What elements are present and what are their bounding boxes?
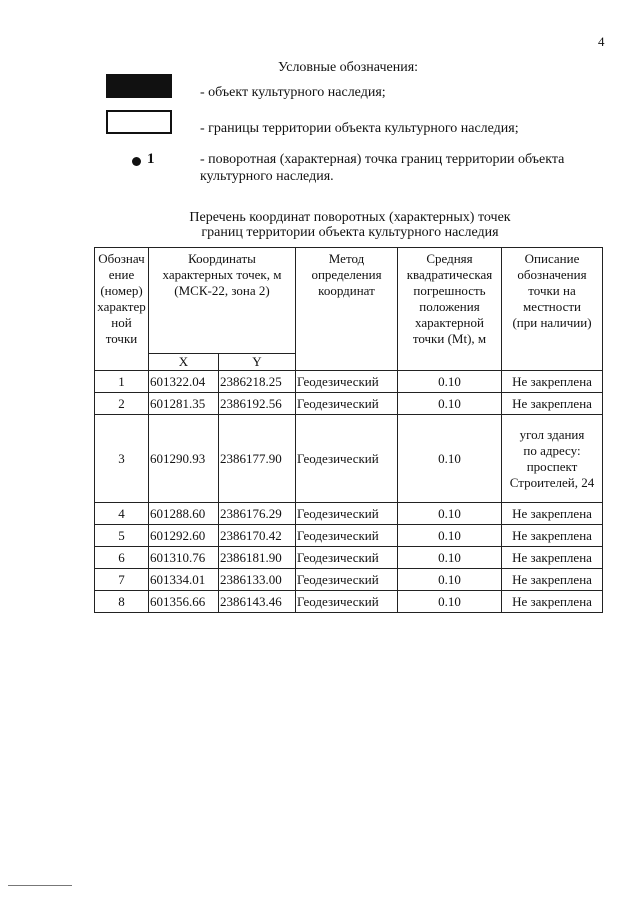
legend-title: Условные обозначения: xyxy=(278,60,419,75)
header-method: Метод определения координат xyxy=(296,248,398,371)
point-dot-icon xyxy=(132,157,141,166)
coordinates-table xyxy=(94,247,603,613)
legend-point-marker xyxy=(132,151,155,168)
header-error: Средняя квадратическая погрешность положения характерной точки (Mt), м xyxy=(398,248,502,371)
row-description-multiline: угол здания по адресу: проспект Строителей, 24 xyxy=(502,415,603,503)
table-row: 1 601322.04 2386218.25 Геодезический 0.10 Не закреплена xyxy=(95,371,603,393)
legend-swatch-territory-boundary xyxy=(106,110,172,134)
header-coordinates: Координаты характерных точек, м (МСК-22, зона 2) xyxy=(149,248,296,354)
point-marker-label: 1 xyxy=(147,151,155,167)
header-x: X xyxy=(149,354,219,371)
footer-rule xyxy=(8,885,72,886)
header-point: Обознач ение (номер) характер ной точки xyxy=(95,248,149,371)
legend-text-line2: культурного наследия. xyxy=(200,169,334,184)
legend-text: - границы территории объекта культурного наследия; xyxy=(200,121,519,136)
page-number: 4 xyxy=(598,34,605,49)
table-row: 3 601290.93 2386177.90 Геодезический 0.10 угол здания по адресу: проспект Строителей, 24 xyxy=(95,415,603,503)
table-row: 4 601288.60 2386176.29 Геодезический 0.10 Не закреплена xyxy=(95,503,603,525)
table-row: 5 601292.60 2386170.42 Геодезический 0.10 Не закреплена xyxy=(95,525,603,547)
legend-swatch-heritage-object xyxy=(106,74,172,98)
table-title xyxy=(130,210,570,240)
table-row: 2 601281.35 2386192.56 Геодезический 0.10 Не закреплена xyxy=(95,393,603,415)
legend-text: - объект культурного наследия; xyxy=(200,85,386,100)
legend-text xyxy=(200,151,564,185)
table-row: 8 601356.66 2386143.46 Геодезический 0.10 Не закреплена xyxy=(95,591,603,613)
header-description: Описание обозначения точки на местности (при наличии) xyxy=(502,248,603,371)
table-row: 7 601334.01 2386133.00 Геодезический 0.10 Не закреплена xyxy=(95,569,603,591)
table-row: 6 601310.76 2386181.90 Геодезический 0.10 Не закреплена xyxy=(95,547,603,569)
table-title-line2: границ территории объекта культурного наследия xyxy=(201,225,499,240)
table-title-line1: Перечень координат поворотных (характерных) точек xyxy=(189,210,511,225)
header-y: Y xyxy=(219,354,296,371)
legend-text-line1: - поворотная (характерная) точка границ территории объекта xyxy=(200,152,565,167)
